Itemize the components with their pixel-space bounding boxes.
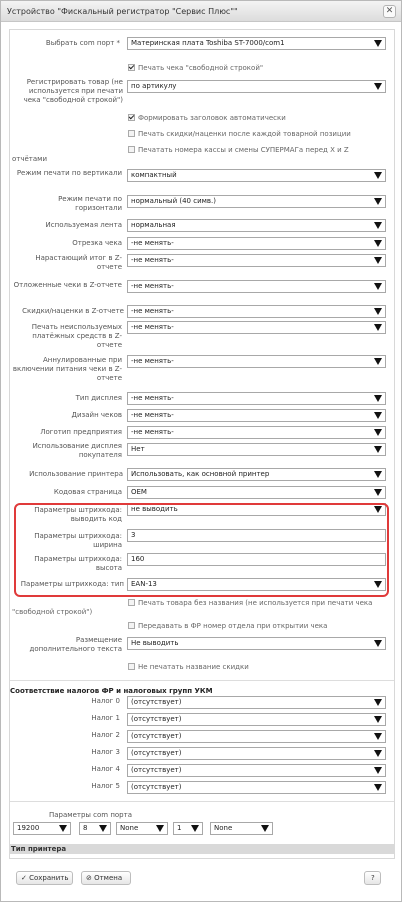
dropdown-arrow-icon — [374, 429, 382, 436]
dropdown-arrow-icon — [374, 83, 382, 90]
checkbox-empty-icon — [128, 622, 135, 629]
cancelled-select[interactable] — [127, 355, 386, 368]
barcode-height-input[interactable]: 160 — [127, 553, 386, 566]
print-no-name-label-cont: "свободной строкой") — [12, 608, 93, 616]
checkbox-checked-icon — [128, 64, 135, 71]
logo-value: -не менять- — [131, 428, 174, 436]
dropdown-arrow-icon — [156, 825, 164, 832]
tax-value: (отсутствует) — [131, 749, 182, 757]
barcode-highlight-frame — [14, 503, 389, 597]
register-goods-select[interactable] — [127, 80, 386, 93]
com-params-label: Параметры com порта — [49, 811, 132, 819]
com-port-value: Материнская плата Toshiba ST-7000/com1 — [131, 39, 285, 47]
customer-display-label: Использование дисплея покупателя — [32, 442, 122, 459]
parity-value: None — [120, 824, 139, 832]
dropdown-arrow-icon — [374, 716, 382, 723]
dropdown-arrow-icon — [374, 471, 382, 478]
extra-text-value: Не выводить — [131, 639, 179, 647]
tax-select[interactable] — [127, 696, 386, 709]
checkbox-empty-icon — [128, 599, 135, 606]
tax-value: (отсутствует) — [131, 715, 182, 723]
dropdown-arrow-icon — [374, 358, 382, 365]
barcode-width-label: Параметры штрихкода: ширина — [34, 532, 122, 549]
dropdown-arrow-icon — [374, 784, 382, 791]
cut-label: Отрезка чека — [72, 239, 122, 247]
discounts-z-value: -не менять- — [131, 307, 174, 315]
dropdown-arrow-icon — [191, 825, 199, 832]
dropdown-arrow-icon — [374, 172, 382, 179]
tax-label: Налог 4 — [91, 765, 120, 773]
dropdown-arrow-icon — [374, 733, 382, 740]
codepage-label: Кодовая страница — [53, 488, 122, 496]
barcode-width-input[interactable]: 3 — [127, 529, 386, 542]
print-free-line-label: Печать чека "свободной строкой" — [138, 64, 264, 72]
tax-select[interactable] — [127, 781, 386, 794]
save-button[interactable] — [16, 871, 73, 885]
no-discount-name-checkbox[interactable] — [128, 663, 249, 672]
tape-select[interactable] — [127, 219, 386, 232]
check-icon: ✓ — [21, 874, 30, 882]
tax-label: Налог 0 — [91, 697, 120, 705]
printer-use-label: Использование принтера — [29, 470, 123, 478]
tax-select[interactable] — [127, 730, 386, 743]
running-total-select[interactable] — [127, 254, 386, 267]
tax-value: (отсутствует) — [131, 783, 182, 791]
data-bits-value: 8 — [83, 824, 88, 832]
dropdown-arrow-icon — [374, 240, 382, 247]
no-discount-name-label: Не печатать название скидки — [138, 663, 249, 671]
dialog-titlebar[interactable] — [1, 1, 401, 22]
barcode-type-value: EAN-13 — [131, 580, 157, 588]
stop-bits-select[interactable] — [173, 822, 203, 835]
send-department-checkbox[interactable] — [128, 622, 327, 631]
cashless-label: Печать неиспользуемых платёжных средств в Z-отчете — [31, 323, 122, 349]
baud-select[interactable] — [13, 822, 71, 835]
print-discounts-checkbox[interactable] — [128, 130, 351, 139]
tax-select[interactable] — [127, 713, 386, 726]
dropdown-arrow-icon — [374, 198, 382, 205]
barcode-show-code-label: Параметры штрихкода: выводить код — [34, 506, 122, 523]
auto-header-label: Формировать заголовок автоматически — [138, 114, 286, 122]
dropdown-arrow-icon — [374, 283, 382, 290]
cancel-label: Отмена — [94, 874, 123, 882]
discounts-z-label: Скидки/наценки в Z-отчете — [22, 307, 124, 315]
checkbox-checked-icon — [128, 114, 135, 121]
dropdown-arrow-icon — [374, 699, 382, 706]
checkbox-empty-icon — [128, 130, 135, 137]
dropdown-arrow-icon — [374, 412, 382, 419]
dropdown-arrow-icon — [374, 446, 382, 453]
barcode-height-label: Параметры штрихкода: высота — [34, 555, 122, 572]
checkbox-empty-icon — [128, 663, 135, 670]
print-no-name-label: Печать товара без названия (не используется при печати чека — [138, 599, 373, 607]
running-total-value: -не менять- — [131, 256, 174, 264]
extra-text-select[interactable] — [127, 637, 386, 650]
barcode-show-code-value: не выводить — [131, 505, 178, 513]
deferred-checks-select[interactable] — [127, 280, 386, 293]
tax-value: (отсутствует) — [131, 766, 182, 774]
com-port-label: Выбрать com порт * — [45, 39, 120, 47]
tax-label: Налог 5 — [91, 782, 120, 790]
section-divider — [10, 680, 394, 681]
deferred-checks-label: Отложенные чеки в Z-отчете — [13, 281, 122, 289]
display-type-select[interactable] — [127, 392, 386, 405]
vertical-mode-label: Режим печати по вертикали — [16, 169, 122, 177]
tax-select[interactable] — [127, 747, 386, 760]
printer-use-value: Использовать, как основной принтер — [131, 470, 270, 478]
dropdown-arrow-icon — [374, 222, 382, 229]
codepage-value: OEM — [131, 488, 147, 496]
dropdown-arrow-icon — [374, 489, 382, 496]
logo-select[interactable] — [127, 426, 386, 439]
customer-display-value: Нет — [131, 445, 145, 453]
flow-select[interactable] — [210, 822, 273, 835]
tax-label: Налог 1 — [91, 714, 120, 722]
tax-label: Налог 3 — [91, 748, 120, 756]
horizontal-mode-value: нормальный (40 симв.) — [131, 197, 216, 205]
check-design-label: Дизайн чеков — [71, 411, 122, 419]
dropdown-arrow-icon — [374, 395, 382, 402]
vertical-mode-select[interactable] — [127, 169, 386, 182]
horizontal-mode-label: Режим печати по горизонтали — [58, 195, 122, 212]
cancel-button[interactable] — [81, 871, 131, 885]
register-goods-value: по артикулу — [131, 82, 177, 90]
dropdown-arrow-icon — [374, 308, 382, 315]
running-total-label: Нарастающий итог в Z-отчете — [35, 254, 122, 271]
cancel-icon: ⊘ — [86, 874, 95, 882]
print-register-numbers-checkbox[interactable] — [128, 146, 349, 155]
register-goods-label: Регистрировать товар (не используется при печати чека "свободной строкой") — [23, 78, 123, 104]
check-design-value: -не менять- — [131, 411, 174, 419]
dropdown-arrow-icon — [374, 750, 382, 757]
cut-select[interactable] — [127, 237, 386, 250]
flow-value: None — [214, 824, 233, 832]
logo-label: Логотип предприятия — [40, 428, 122, 436]
com-port-select[interactable] — [127, 37, 386, 50]
display-type-label: Тип дисплея — [75, 394, 122, 402]
stop-bits-value: 1 — [177, 824, 182, 832]
tax-label: Налог 2 — [91, 731, 120, 739]
print-no-name-checkbox[interactable] — [128, 599, 372, 608]
taxes-section-title: Соответствие налогов ФР и налоговых групп УКМ — [10, 687, 213, 695]
codepage-select[interactable] — [127, 486, 386, 499]
cashless-select[interactable] — [127, 321, 386, 334]
print-free-line-checkbox[interactable] — [128, 64, 263, 73]
close-button[interactable]: ✕ — [383, 5, 396, 18]
cashless-value: -не менять- — [131, 323, 174, 331]
dropdown-arrow-icon — [99, 825, 107, 832]
print-discounts-label: Печать скидки/наценки после каждой товарной позиции — [138, 130, 351, 138]
printer-type-title: Тип принтера — [11, 845, 67, 853]
baud-value: 19200 — [17, 824, 40, 832]
tape-label: Используемая лента — [45, 221, 122, 229]
barcode-type-label: Параметры штрихкода: тип — [20, 580, 124, 588]
cut-value: -не менять- — [131, 239, 174, 247]
dropdown-arrow-icon — [374, 767, 382, 774]
settings-panel — [9, 29, 395, 859]
tax-value: (отсутствует) — [131, 698, 182, 706]
dialog-title: Устройство "Фискальный регистратор "Сервис Плюс"" — [7, 7, 238, 16]
horizontal-mode-select[interactable] — [127, 195, 386, 208]
help-button[interactable]: ? — [364, 871, 381, 885]
dropdown-arrow-icon — [374, 324, 382, 331]
auto-header-checkbox[interactable] — [128, 114, 286, 123]
parity-select[interactable] — [116, 822, 168, 835]
reports-suffix: отчётами — [12, 155, 47, 163]
checkbox-empty-icon — [128, 146, 135, 153]
vertical-mode-value: компактный — [131, 171, 177, 179]
send-department-label: Передавать в ФР номер отдела при открытии чека — [138, 622, 328, 630]
cancelled-label: Аннулированные при включении питания чеки в Z-отчете — [12, 356, 122, 382]
customer-display-select[interactable] — [127, 443, 386, 456]
print-register-numbers-label: Печатать номера кассы и смены СУПЕРМАГа перед X и Z — [138, 146, 349, 154]
dropdown-arrow-icon — [261, 825, 269, 832]
dropdown-arrow-icon — [374, 257, 382, 264]
tax-value: (отсутствует) — [131, 732, 182, 740]
printer-type-section[interactable] — [9, 844, 395, 854]
cancelled-value: -не менять- — [131, 357, 174, 365]
data-bits-select[interactable] — [79, 822, 111, 835]
display-type-value: -не менять- — [131, 394, 174, 402]
printer-use-select[interactable] — [127, 468, 386, 481]
save-label: Сохранить — [29, 874, 69, 882]
dropdown-arrow-icon — [374, 40, 382, 47]
tape-value: нормальная — [131, 221, 176, 229]
deferred-checks-value: -не менять- — [131, 282, 174, 290]
check-design-select[interactable] — [127, 409, 386, 422]
tax-select[interactable] — [127, 764, 386, 777]
section-divider — [10, 801, 394, 802]
dropdown-arrow-icon — [374, 640, 382, 647]
extra-text-label: Размещение дополнительного текста — [29, 636, 122, 653]
discounts-z-select[interactable] — [127, 305, 386, 318]
dropdown-arrow-icon — [59, 825, 67, 832]
